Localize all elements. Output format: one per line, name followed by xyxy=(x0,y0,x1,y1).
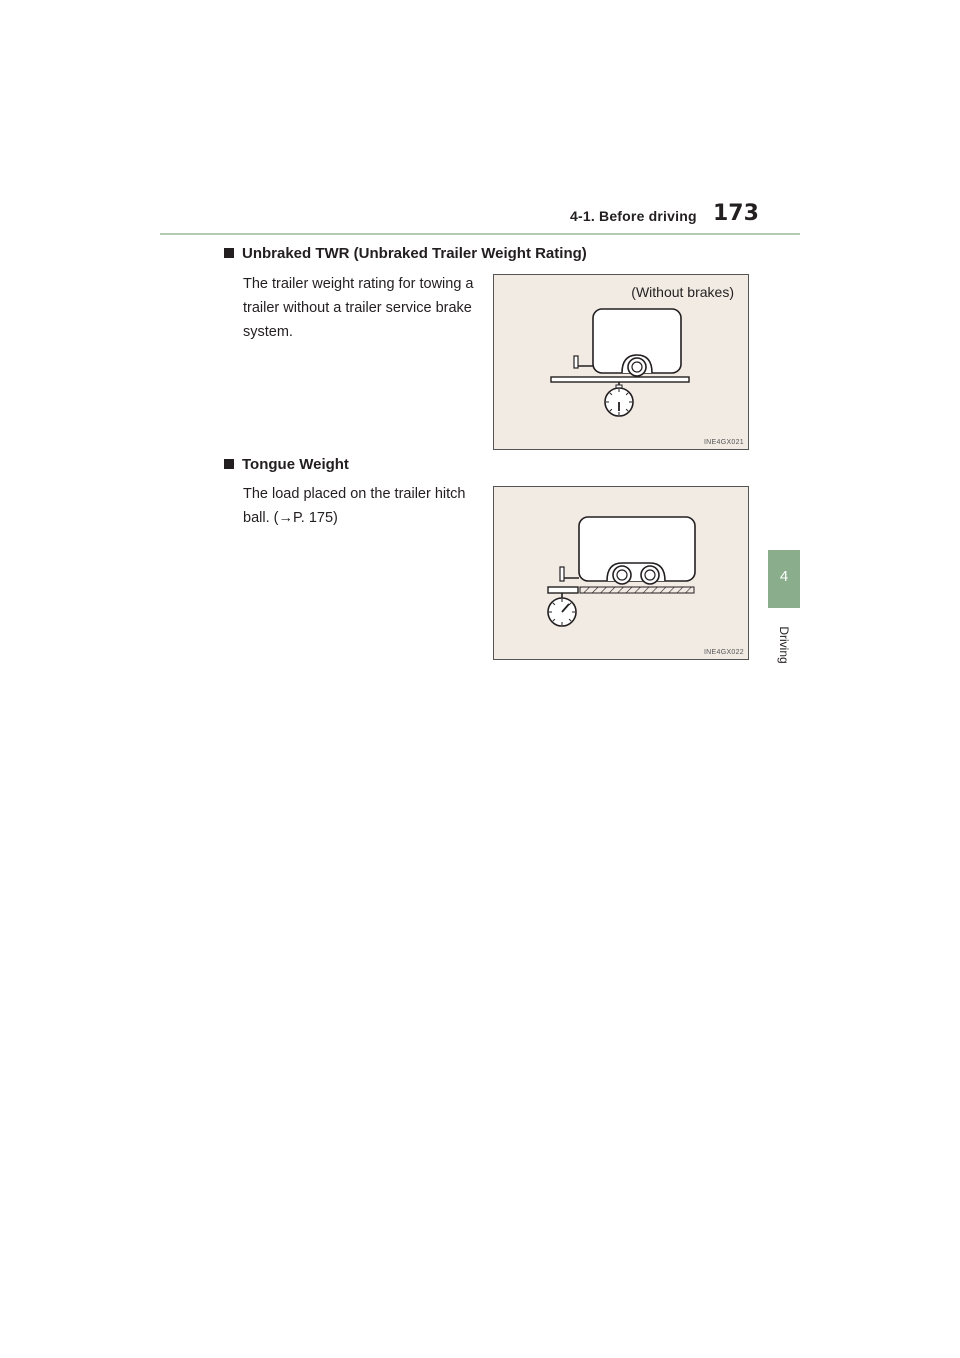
section-heading-text: Unbraked TWR (Unbraked Trailer Weight Rating) xyxy=(242,245,587,262)
trailer-wheel-rear-hub xyxy=(645,570,655,580)
ground-hatched xyxy=(580,587,694,593)
body-line: trailer without a trailer service brake xyxy=(243,300,472,316)
figure-caption: (Without brakes) xyxy=(631,284,734,300)
section-heading-text: Tongue Weight xyxy=(242,456,349,473)
section-heading-tongue-weight xyxy=(224,456,349,473)
chapter-tab xyxy=(768,550,800,608)
section-body-tongue-weight xyxy=(243,482,479,530)
header-section-title: 4-1. Before driving xyxy=(570,208,697,224)
trailer-tongue-scale-illustration xyxy=(494,487,750,661)
page-number: 173 xyxy=(713,201,759,226)
body-line: The load placed on the trailer hitch xyxy=(243,486,466,502)
section-body-unbraked-twr xyxy=(243,272,479,344)
scale-platform xyxy=(551,377,689,382)
chapter-label: Driving xyxy=(777,626,791,664)
figure-unbraked-trailer xyxy=(493,274,749,450)
body-line: system. xyxy=(243,324,293,340)
trailer-wheel-hub xyxy=(632,362,642,372)
figure-code: INE4GX021 xyxy=(703,439,744,446)
scale-platform xyxy=(548,587,578,593)
body-line: ball. (→P. 175) xyxy=(243,510,338,526)
figure-code: INE4GX022 xyxy=(703,649,744,656)
trailer-jack xyxy=(574,356,578,368)
figure-tongue-weight xyxy=(493,486,749,660)
section-heading-unbraked-twr xyxy=(224,245,587,262)
trailer-wheel-front-hub xyxy=(617,570,627,580)
body-line: The trailer weight rating for towing a xyxy=(243,276,474,292)
trailer-on-scale-illustration xyxy=(494,275,750,451)
header-divider xyxy=(160,233,800,235)
square-bullet-icon xyxy=(224,248,234,258)
square-bullet-icon xyxy=(224,459,234,469)
trailer-jack xyxy=(560,567,564,581)
chapter-number: 4 xyxy=(779,568,789,585)
